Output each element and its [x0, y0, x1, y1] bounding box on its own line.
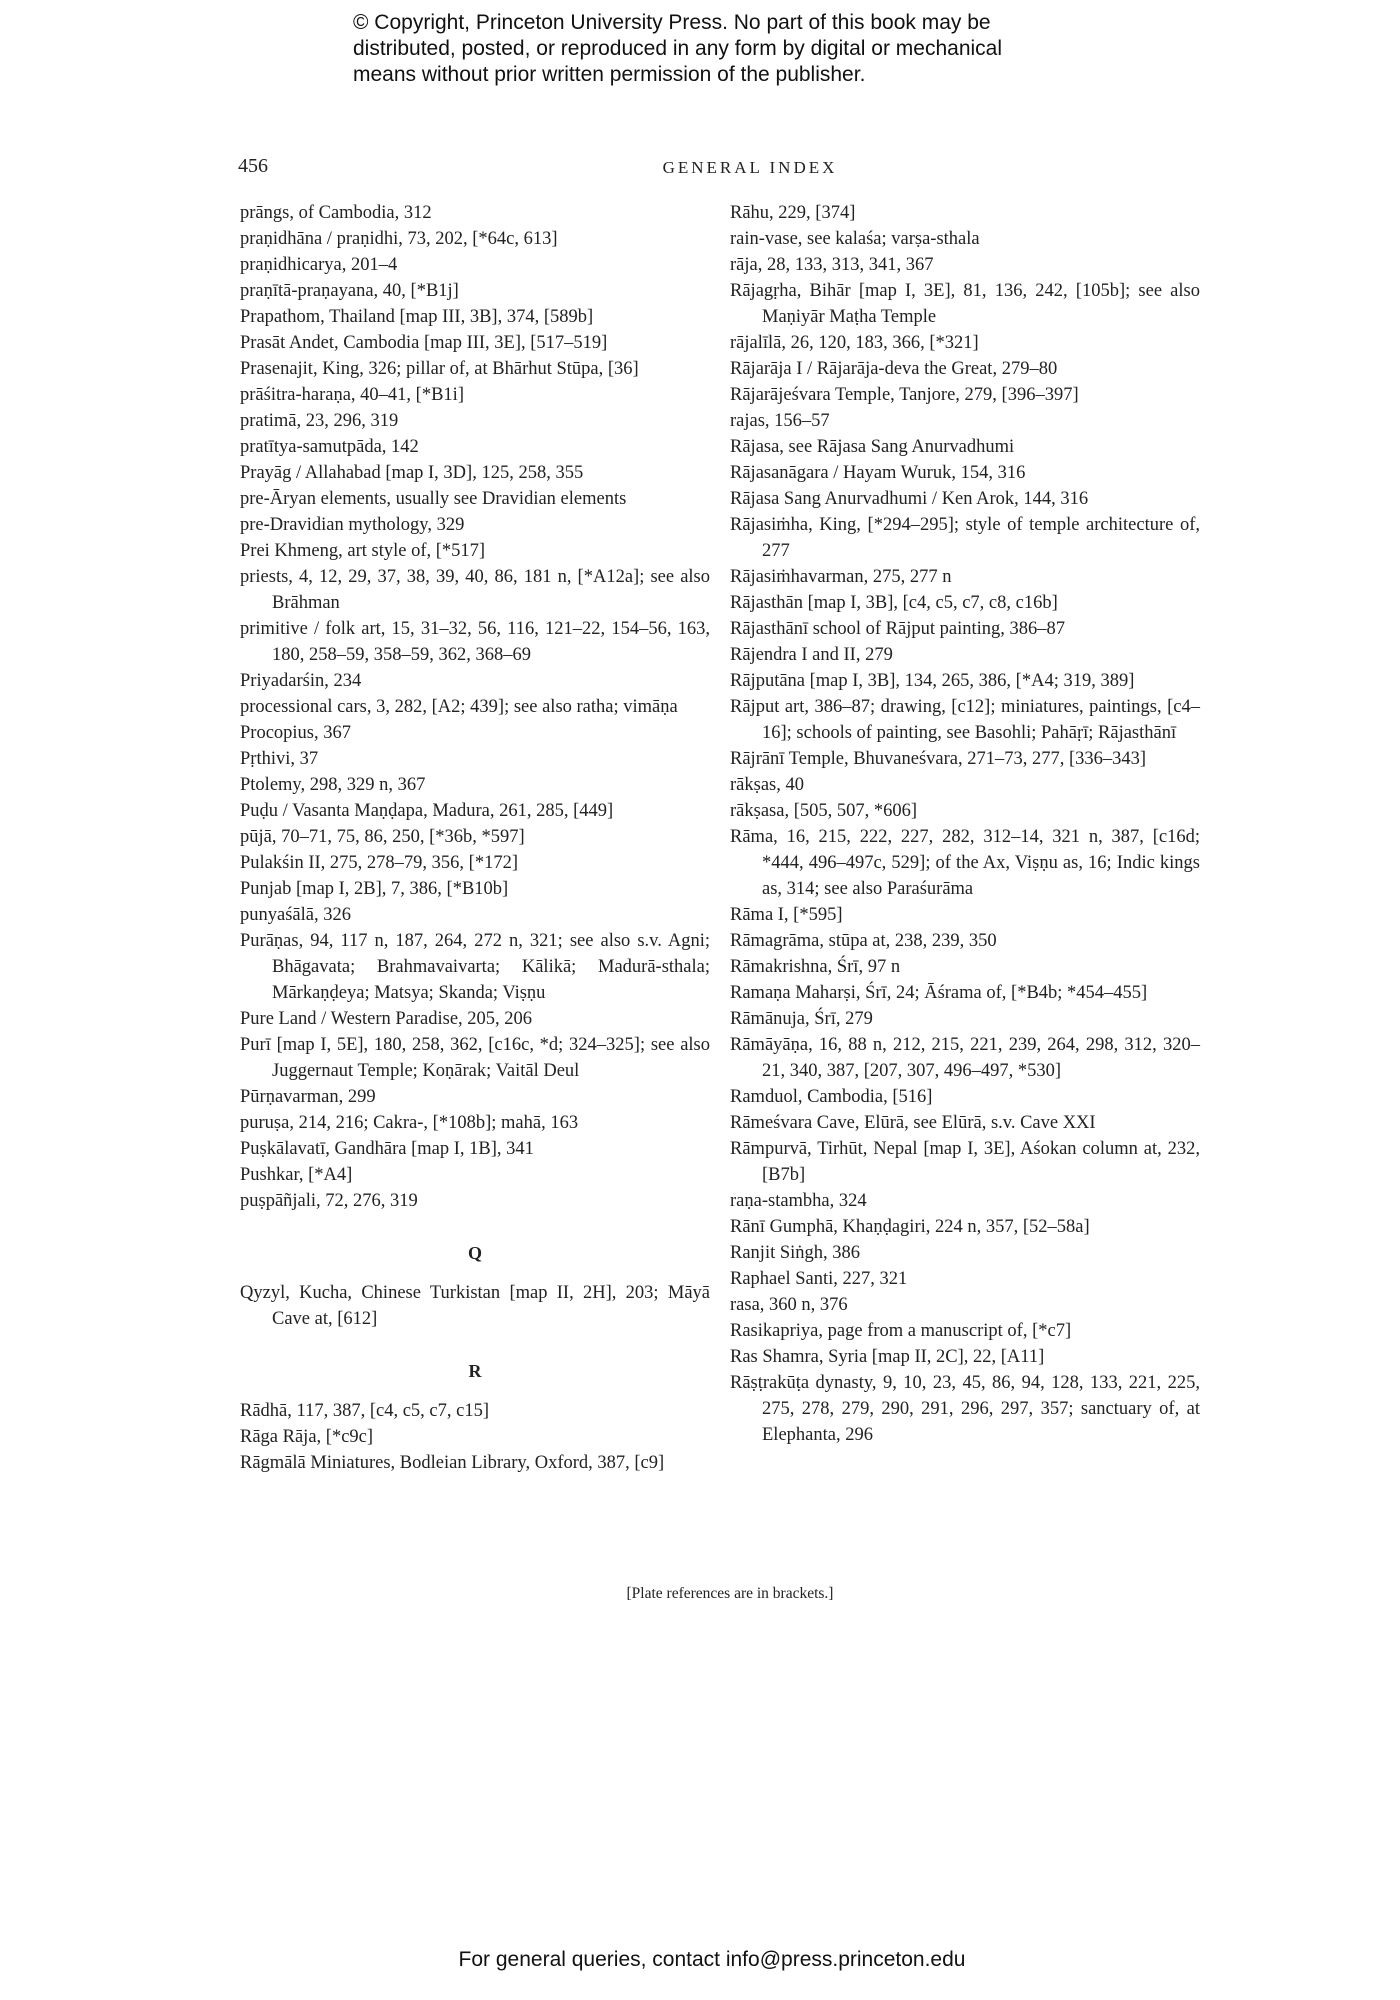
index-entry: puṣpāñjali, 72, 276, 319 — [240, 1191, 418, 1211]
index-entry: Pūrṇavarman, 299 — [240, 1087, 376, 1107]
letter-heading-q: Q — [467, 1243, 482, 1263]
index-entry: Rājasa, see Rājasa Sang Anurvadhumi — [730, 437, 1015, 457]
index-entry: Ramduol, Cambodia, [516] — [730, 1087, 933, 1107]
index-entry: Rājasiṁha, King, [*294–295]; style of temple architecture of, 277 — [730, 515, 1200, 561]
index-entry: Rāmāyāṇa, 16, 88 n, 212, 215, 221, 239, 264, 298, 312, 320–21, 340, 387, [207, 307, 496–497, *530] — [730, 1035, 1200, 1081]
index-entry: processional cars, 3, 282, [A2; 439]; see also ratha; vimāṇa — [240, 697, 678, 717]
index-entry: Pure Land / Western Paradise, 205, 206 — [240, 1009, 533, 1029]
index-entry: Rājasa Sang Anurvadhumi / Ken Arok, 144, 316 — [730, 489, 1089, 509]
index-column-left — [240, 200, 710, 1476]
index-entry: Prayāg / Allahabad [map I, 3D], 125, 258, 355 — [240, 463, 584, 483]
index-entry: pre-Dravidian mythology, 329 — [240, 515, 465, 535]
index-section-q — [240, 1280, 710, 1332]
index-entry: Pulakśin II, 275, 278–79, 356, [*172] — [240, 853, 518, 873]
index-section-r — [240, 1398, 710, 1476]
index-entry: raṇa-stambha, 324 — [730, 1191, 867, 1211]
index-entry: Puḍu / Vasanta Maṇḍapa, Madura, 261, 285, [449] — [240, 801, 614, 821]
index-entry: Prei Khmeng, art style of, [*517] — [240, 541, 486, 561]
index-entry: Ranjit Siṅgh, 386 — [730, 1243, 861, 1263]
index-entry: rākṣas, 40 — [730, 775, 804, 795]
index-entry: rajas, 156–57 — [730, 411, 830, 431]
index-entry: Rāmakrishna, Śrī, 97 n — [730, 957, 901, 977]
index-entry: Rāmeśvara Cave, Elūrā, see Elūrā, s.v. Cave XXI — [730, 1113, 1096, 1133]
index-entry: Rāhu, 229, [374] — [730, 203, 856, 223]
index-entry: Rānī Gumphā, Khaṇḍagiri, 224 n, 357, [52–58a] — [730, 1217, 1090, 1237]
index-entry: Rājendra I and II, 279 — [730, 645, 893, 665]
index-section-p — [240, 200, 710, 1214]
index-entry: Rājasiṁhavarman, 275, 277 n — [730, 567, 952, 587]
index-entry: Ras Shamra, Syria [map II, 2C], 22, [A11] — [730, 1347, 1045, 1367]
letter-heading-r: R — [468, 1361, 482, 1381]
index-entry: Rāgmālā Miniatures, Bodleian Library, Oxford, 387, [c9] — [240, 1453, 665, 1473]
index-entry: rasa, 360 n, 376 — [730, 1295, 848, 1315]
index-entry: pūjā, 70–71, 75, 86, 250, [*36b, *597] — [240, 827, 525, 847]
index-entry: Ptolemy, 298, 329 n, 367 — [240, 775, 426, 795]
index-entry: Rājarāja I / Rājarāja-deva the Great, 279–80 — [730, 359, 1058, 379]
plate-references-note: [Plate references are in brackets.] — [626, 1585, 834, 1602]
index-entry: Pṛthivi, 37 — [240, 749, 319, 769]
index-entry: Rājasanāgara / Hayam Wuruk, 154, 316 — [730, 463, 1026, 483]
index-entry: pre-Āryan elements, usually see Dravidian elements — [240, 489, 627, 509]
index-entry: primitive / folk art, 15, 31–32, 56, 116, 121–22, 154–56, 163, 180, 258–59, 358–59, 362, 368–69 — [240, 619, 710, 665]
index-entry: Rājputāna [map I, 3B], 134, 265, 386, [*A4; 319, 389] — [730, 671, 1135, 691]
index-entry: Rājagṛha, Bihār [map I, 3E], 81, 136, 242, [105b]; see also Maṇiyār Maṭha Temple — [730, 281, 1200, 327]
index-entry: Rājput art, 386–87; drawing, [c12]; miniatures, paintings, [c4–16]; schools of painting, see Basohli; Pahāṛī; Rājasthānī — [730, 697, 1200, 743]
index-entry: rākṣasa, [505, 507, *606] — [730, 801, 918, 821]
index-entry: Qyzyl, Kucha, Chinese Turkistan [map II, 2H], 203; Māyā Cave at, [612] — [240, 1283, 710, 1329]
index-entry: Rājarājeśvara Temple, Tanjore, 279, [396–397] — [730, 385, 1079, 405]
index-section-r-continued — [730, 200, 1200, 1448]
index-entry: Raphael Santi, 227, 321 — [730, 1269, 908, 1289]
index-entry: Prasenajit, King, 326; pillar of, at Bhārhut Stūpa, [36] — [240, 359, 639, 379]
page-number: 456 — [238, 155, 268, 177]
copyright-notice — [353, 10, 1113, 88]
index-entry: Prasāt Andet, Cambodia [map III, 3E], [517–519] — [240, 333, 608, 353]
index-entry: Rāma, 16, 215, 222, 227, 282, 312–14, 321 n, 387, [c16d; *444, 496–497c, 529]; of the Ax, Viṣṇu as, 16; Indic kings as, 314; see also Paraśurāma — [730, 827, 1200, 899]
index-entry: Punjab [map I, 2B], 7, 386, [*B10b] — [240, 879, 509, 899]
contact-footer: For general queries, contact info@press.princeton.edu — [458, 1948, 966, 1971]
index-entry: Prapathom, Thailand [map III, 3B], 374, [589b] — [240, 307, 594, 327]
index-entry: puruṣa, 214, 216; Cakra-, [*108b]; mahā, 163 — [240, 1113, 579, 1133]
index-entry: prāśitra-haraṇa, 40–41, [*B1i] — [240, 385, 464, 405]
index-entry: Rasikapriya, page from a manuscript of, [*c7] — [730, 1321, 1072, 1341]
index-entry: Purāṇas, 94, 117 n, 187, 264, 272 n, 321; see also s.v. Agni; Bhāgavata; Brahmavaivarta; Kālikā; Madurā-sthala; Mārkaṇḍeya; Matsya; Skanda; Viṣṇu — [240, 931, 710, 1003]
index-entry: Rāmpurvā, Tirhūt, Nepal [map I, 3E], Aśokan column at, 232, [B7b] — [730, 1139, 1200, 1185]
index-entry: praṇidhicarya, 201–4 — [240, 255, 398, 275]
index-entry: punyaśālā, 326 — [240, 905, 351, 925]
index-entry: Rāmānuja, Śrī, 279 — [730, 1009, 873, 1029]
index-entry: Ramaṇa Maharṣi, Śrī, 24; Āśrama of, [*B4b; *454–455] — [730, 983, 1148, 1003]
index-entry: Pushkar, [*A4] — [240, 1165, 353, 1185]
copyright-line: © Copyright, Princeton University Press. No part of this book may be — [353, 11, 991, 34]
index-entry: pratimā, 23, 296, 319 — [240, 411, 399, 431]
index-entry: rain-vase, see kalaśa; varṣa-sthala — [730, 229, 980, 249]
index-entry: Puṣkālavatī, Gandhāra [map I, 1B], 341 — [240, 1139, 534, 1159]
index-entry: Purī [map I, 5E], 180, 258, 362, [c16c, *d; 324–325]; see also Juggernaut Temple; Koṇārak; Vaitāl Deul — [240, 1035, 710, 1081]
index-entry: Priyadarśin, 234 — [240, 671, 362, 691]
index-entry: priests, 4, 12, 29, 37, 38, 39, 40, 86, 181 n, [*A12a]; see also Brāhman — [240, 567, 710, 613]
index-entry: praṇidhāna / praṇidhi, 73, 202, [*64c, 613] — [240, 229, 558, 249]
index-entry: Rāṣṭrakūṭa dynasty, 9, 10, 23, 45, 86, 94, 128, 133, 221, 225, 275, 278, 279, 290, 291, 296, 297, 357; sanctuary of, at Elephanta, 296 — [730, 1373, 1200, 1445]
index-entry: Rāga Rāja, [*c9c] — [240, 1427, 374, 1447]
index-column-right — [730, 200, 1200, 1448]
running-head: GENERAL INDEX — [662, 158, 838, 177]
index-entry: Rādhā, 117, 387, [c4, c5, c7, c15] — [240, 1401, 489, 1421]
index-entry: Rājasthān [map I, 3B], [c4, c5, c7, c8, c16b] — [730, 593, 1058, 613]
index-entry: praṇītā-praṇayana, 40, [*B1j] — [240, 281, 459, 301]
index-entry: Rājasthānī school of Rājput painting, 386–87 — [730, 619, 1066, 639]
index-entry: Procopius, 367 — [240, 723, 351, 743]
index-entry: rājalīlā, 26, 120, 183, 366, [*321] — [730, 333, 979, 353]
copyright-line: means without prior written permission of the publisher. — [353, 63, 866, 86]
index-entry: rāja, 28, 133, 313, 341, 367 — [730, 255, 934, 275]
index-entry: prāngs, of Cambodia, 312 — [240, 203, 432, 223]
index-entry: Rājrānī Temple, Bhuvaneśvara, 271–73, 277, [336–343] — [730, 749, 1147, 769]
copyright-line: distributed, posted, or reproduced in any form by digital or mechanical — [353, 37, 1003, 60]
index-entry: Rāma I, [*595] — [730, 905, 843, 925]
index-entry: pratītya-samutpāda, 142 — [240, 437, 419, 457]
index-entry: Rāmagrāma, stūpa at, 238, 239, 350 — [730, 931, 997, 951]
